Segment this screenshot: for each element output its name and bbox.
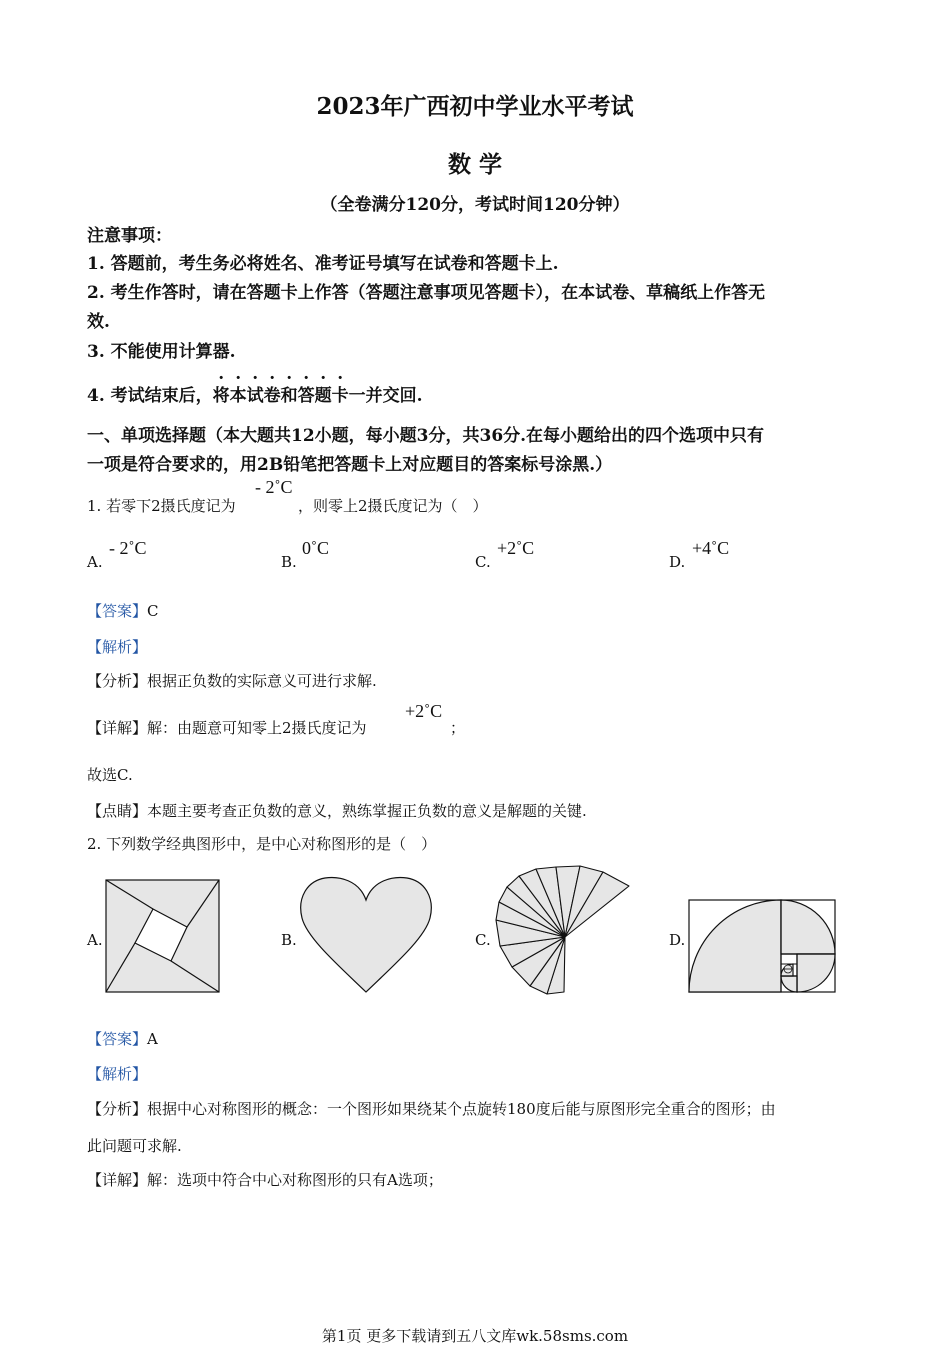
q1-stem-a: 1. 若零下2摄氏度记为 — [87, 497, 236, 515]
detail-tag: 【详解】 — [87, 1171, 148, 1189]
emphasis-char: 将 — [212, 386, 230, 406]
q1-dianjing — [87, 800, 587, 821]
emphasis-char: 试 — [246, 386, 264, 406]
answer-tag: 【答案】 — [87, 602, 148, 620]
q1-option-c-label: C. — [475, 553, 491, 571]
q1-analysis-tag: 【解析】 — [87, 638, 148, 656]
fan-spiral-figure — [492, 864, 632, 996]
q2-fenxi-line2: 此问题可求解. — [87, 1137, 182, 1155]
note-2-line2: 效. — [87, 312, 110, 332]
note-4-prefix: 4. 考试结束后， — [87, 386, 213, 406]
q2-option-d-label: D. — [669, 931, 686, 949]
emphasis-char: 题 — [314, 386, 332, 406]
detail-tag: 【详解】 — [87, 719, 148, 737]
exam-meta: （全卷满分120分，考试时间120分钟） — [320, 195, 630, 215]
q1-conclude: 故选C. — [87, 766, 133, 784]
section1-line1: 一、单项选择题（本大题共12小题，每小题3分，共36分.在每小题给出的四个选项中只有 — [87, 426, 765, 446]
emphasis-char: 卷 — [263, 386, 281, 406]
answer-value: A — [147, 1030, 158, 1048]
q2-option-b-label: B. — [281, 931, 297, 949]
heart-figure — [299, 874, 433, 994]
detail-text: 解：由题意可知零上2摄氏度记为 — [147, 719, 367, 737]
answer-value: C — [147, 602, 159, 620]
q1-option-c-value: +2˚C — [497, 538, 535, 558]
q1-detail — [87, 717, 367, 738]
pinwheel-square-figure — [105, 879, 221, 994]
emphasis-char: 本 — [229, 386, 247, 406]
note-4-suffix: 一并交回. — [348, 386, 423, 406]
q1-answer — [87, 600, 159, 621]
note-2-line1: 2. 考生作答时，请在答题卡上作答（答题注意事项见答题卡），在本试卷、草稿纸上作答无 — [87, 283, 766, 303]
q1-option-b-label: B. — [281, 553, 297, 571]
page-footer: 第1页 更多下载请到五八文库wk.58sms.com — [321, 1327, 629, 1345]
notes-heading: 注意事项： — [87, 226, 172, 246]
note-3: 3. 不能使用计算器. — [87, 342, 236, 362]
q1-option-a-value: - 2˚C — [109, 538, 147, 558]
q1-stem-b: ，则零上2摄氏度记为（ ） — [298, 497, 488, 515]
section1-line2: 一项是符合要求的，用2B铅笔把答题卡上对应题目的答案标号涂黑.） — [87, 455, 613, 475]
q1-stem-temp: - 2˚C — [255, 477, 293, 497]
exam-title: 2023年广西初中学业水平考试 — [316, 93, 634, 120]
golden-spiral-figure — [688, 899, 838, 994]
fenxi-tag: 【分析】 — [87, 1100, 148, 1118]
q1-option-b-value: 0˚C — [302, 538, 329, 558]
q1-detail-temp: +2˚C — [405, 701, 443, 721]
note-1: 1. 答题前，考生务必将姓名、准考证号填写在试卷和答题卡上. — [87, 254, 559, 274]
q2-option-c-label: C. — [475, 931, 491, 949]
q1-option-d-label: D. — [669, 553, 686, 571]
fenxi-tag: 【分析】 — [87, 672, 148, 690]
emphasis-char: 卡 — [331, 386, 349, 406]
q1-detail-end: ； — [450, 719, 466, 737]
q1-option-a-label: A. — [87, 553, 103, 571]
q2-option-a-label: A. — [87, 931, 103, 949]
q2-fenxi-line1 — [87, 1098, 776, 1119]
subject-title: 数 学 — [447, 151, 502, 178]
fenxi-text: 根据中心对称图形的概念：一个图形如果绕某个点旋转180度后能与原图形完全重合的图形；由 — [147, 1100, 776, 1118]
answer-tag: 【答案】 — [87, 1030, 148, 1048]
note-4 — [87, 381, 423, 406]
dianjing-tag: 【点睛】 — [87, 802, 148, 820]
q2-analysis-tag: 【解析】 — [87, 1065, 148, 1083]
dianjing-text: 本题主要考查正负数的意义，熟练掌握正负数的意义是解题的关键. — [147, 802, 587, 820]
q2-answer — [87, 1028, 158, 1049]
q2-stem: 2. 下列数学经典图形中，是中心对称图形的是（ ） — [87, 835, 437, 853]
fenxi-text: 根据正负数的实际意义可进行求解. — [147, 672, 377, 690]
q1-fenxi — [87, 670, 377, 691]
emphasis-char: 和 — [280, 386, 298, 406]
q2-detail — [87, 1169, 443, 1190]
emphasis-char: 答 — [297, 386, 315, 406]
detail-text: 解：选项中符合中心对称图形的只有A选项； — [147, 1171, 443, 1189]
q1-option-d-value: +4˚C — [692, 538, 730, 558]
